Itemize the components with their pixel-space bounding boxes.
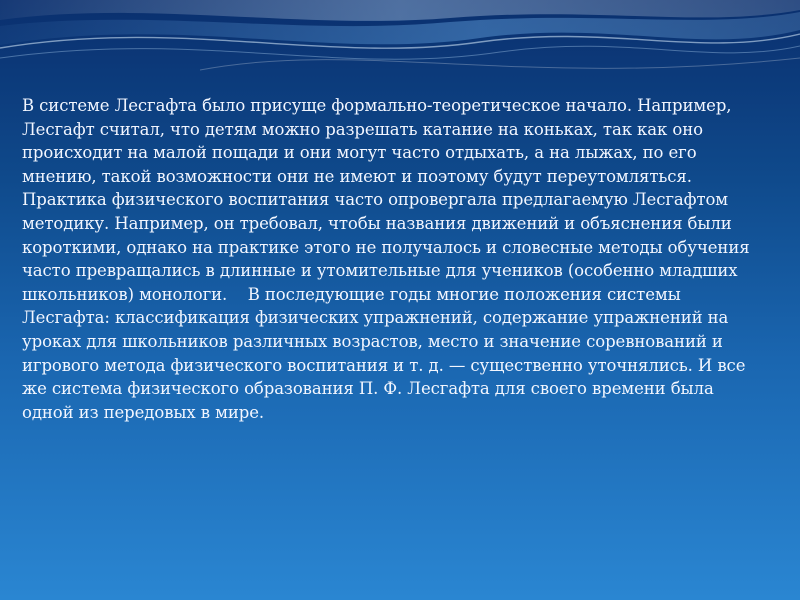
text-line: же система физического образования П. Ф. Лесгафта для своего времени была <box>22 379 714 399</box>
text-line: мнению, такой возможности они не имеют и поэтому будут переутомляться. <box>22 166 692 186</box>
wave-band-1 <box>0 0 800 21</box>
slide-body-text <box>22 94 782 424</box>
text-line: игрового метода физического воспитания и т. д. — существенно уточнялись. И все <box>22 355 746 375</box>
text-line: одной из передовых в мире. <box>22 402 264 422</box>
text-line: Лесгафта: классификация физических упражнений, содержание упражнений на <box>22 308 729 328</box>
text-line: Лесгафт считал, что детям можно разрешать катание на коньках, так как оно <box>22 119 703 139</box>
wave-line-3 <box>200 58 800 70</box>
text-line: часто превращались в длинные и утомительные для учеников (особенно младших <box>22 261 738 281</box>
text-line: В системе Лесгафта было присуще формально-теоретическое начало. Например, <box>22 96 732 115</box>
decorative-waves <box>0 0 800 90</box>
text-line: школьников) монологи. В последующие годы многие положения системы <box>22 284 681 304</box>
text-line: методику. Например, он требовал, чтобы названия движений и объяснения были <box>22 213 732 233</box>
text-line: Практика физического воспитания часто опровергала предлагаемую Лесгафтом <box>22 190 729 210</box>
text-line: происходит на малой пощади и они могут часто отдыхать, а на лыжах, по его <box>22 143 697 163</box>
text-line: короткими, однако на практике этого не получалось и словесные методы обучения <box>22 237 750 257</box>
text-line: уроках для школьников различных возрастов, место и значение соревнований и <box>22 331 723 351</box>
